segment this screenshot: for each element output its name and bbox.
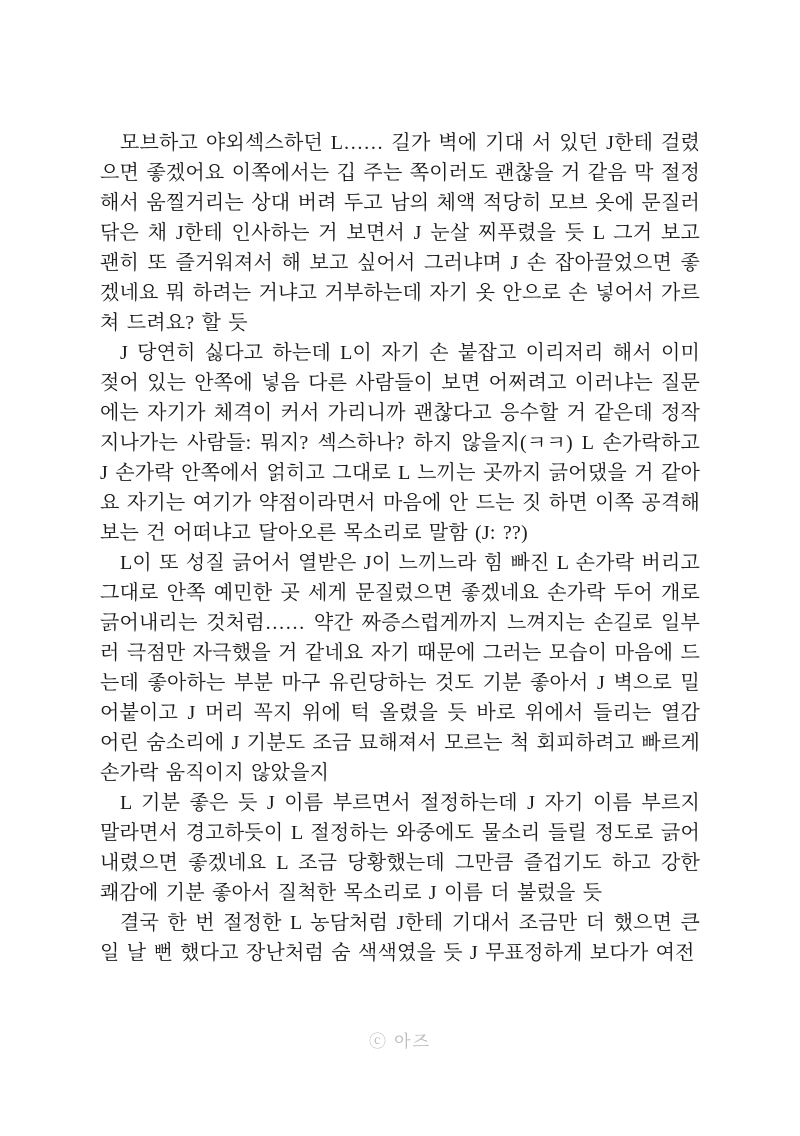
text-paragraph: 결국 한 번 절정한 L 농담처럼 J한테 기대서 조금만 더 했으면 큰일 날 뻔 했다고 장난처럼 숨 색색였을 듯 J 무표정하게 보다가 여전: [100, 912, 700, 964]
text-paragraph: J 당연히 싫다고 하는데 L이 자기 손 붙잡고 이리저리 해서 이미 젖어 있는 안쪽에 넣음 다른 사람들이 보면 어쩌려고 이러냐는 질문에는 자기가 체격이 커서 가리니까 괜찮다고 응수할 거 같은데 정작 지나가는 사람들: 뭐지? 섹스하나? 하지 않을지(ㅋㅋ) L 손가락하고 J 손가락 안쪽에서 얽히고 그대로 L 느끼는 곳까지 긁어댔을 거 같아요 자기는 여기가 약점이라면서 마음에 안 드는 짓 하면 이쪽 공격해 보는 건 어떠냐고 달아오른 목소리로 말함 (J: ??): [100, 342, 700, 544]
text-paragraph: L 기분 좋은 듯 J 이름 부르면서 절정하는데 J 자기 이름 부르지 말라면서 경고하듯이 L 절정하는 와중에도 물소리 들릴 정도로 긁어내렸으면 좋겠네요 L 조금 당황했는데 그만큼 즐겁기도 하고 강한 쾌감에 기분 좋아서 질척한 목소리로 J 이름 더 불렀을 듯: [100, 792, 700, 904]
copyright-notice: ⓒ 아즈: [368, 1032, 432, 1051]
text-block: [100, 128, 700, 968]
text-paragraph: L이 또 성질 긁어서 열받은 J이 느끼느라 힘 빠진 L 손가락 버리고 그대로 안쪽 예민한 곳 세게 문질렀으면 좋겠네요 손가락 두어 개로 긁어내리는 것처럼…… 약간 짜증스럽게까지 느껴지는 손길로 일부러 극점만 자극했을 거 같네요 자기 때문에 그러는 모습이 마음에 드는데 좋아하는 부분 마구 유린당하는 것도 기분 좋아서 J 벽으로 밀어붙이고 J 머리 꼭지 위에 턱 올렸을 듯 바로 위에서 들리는 열감 어린 숨소리에 J 기분도 조금 묘해져서 모르는 척 회피하려고 빠르게 손가락 움직이지 않았을지: [100, 552, 700, 784]
text-paragraph: 모브하고 야외섹스하던 L…… 길가 벽에 기대 서 있던 J한테 걸렸으면 좋겠어요 이쪽에서는 깁 주는 쪽이러도 괜찮을 거 같음 막 절정해서 움찔거리는 상대 버려 두고 남의 체액 적당히 모브 옷에 문질러 닦은 채 J한테 인사하는 거 보면서 J 눈살 찌푸렸을 듯 L 그거 보고 괜히 또 즐거워져서 해 보고 싶어서 그러냐며 J 손 잡아끌었으면 좋겠네요 뭐 하려는 거냐고 거부하는데 자기 옷 안으로 손 넣어서 가르쳐 드려요? 할 듯: [100, 132, 700, 334]
